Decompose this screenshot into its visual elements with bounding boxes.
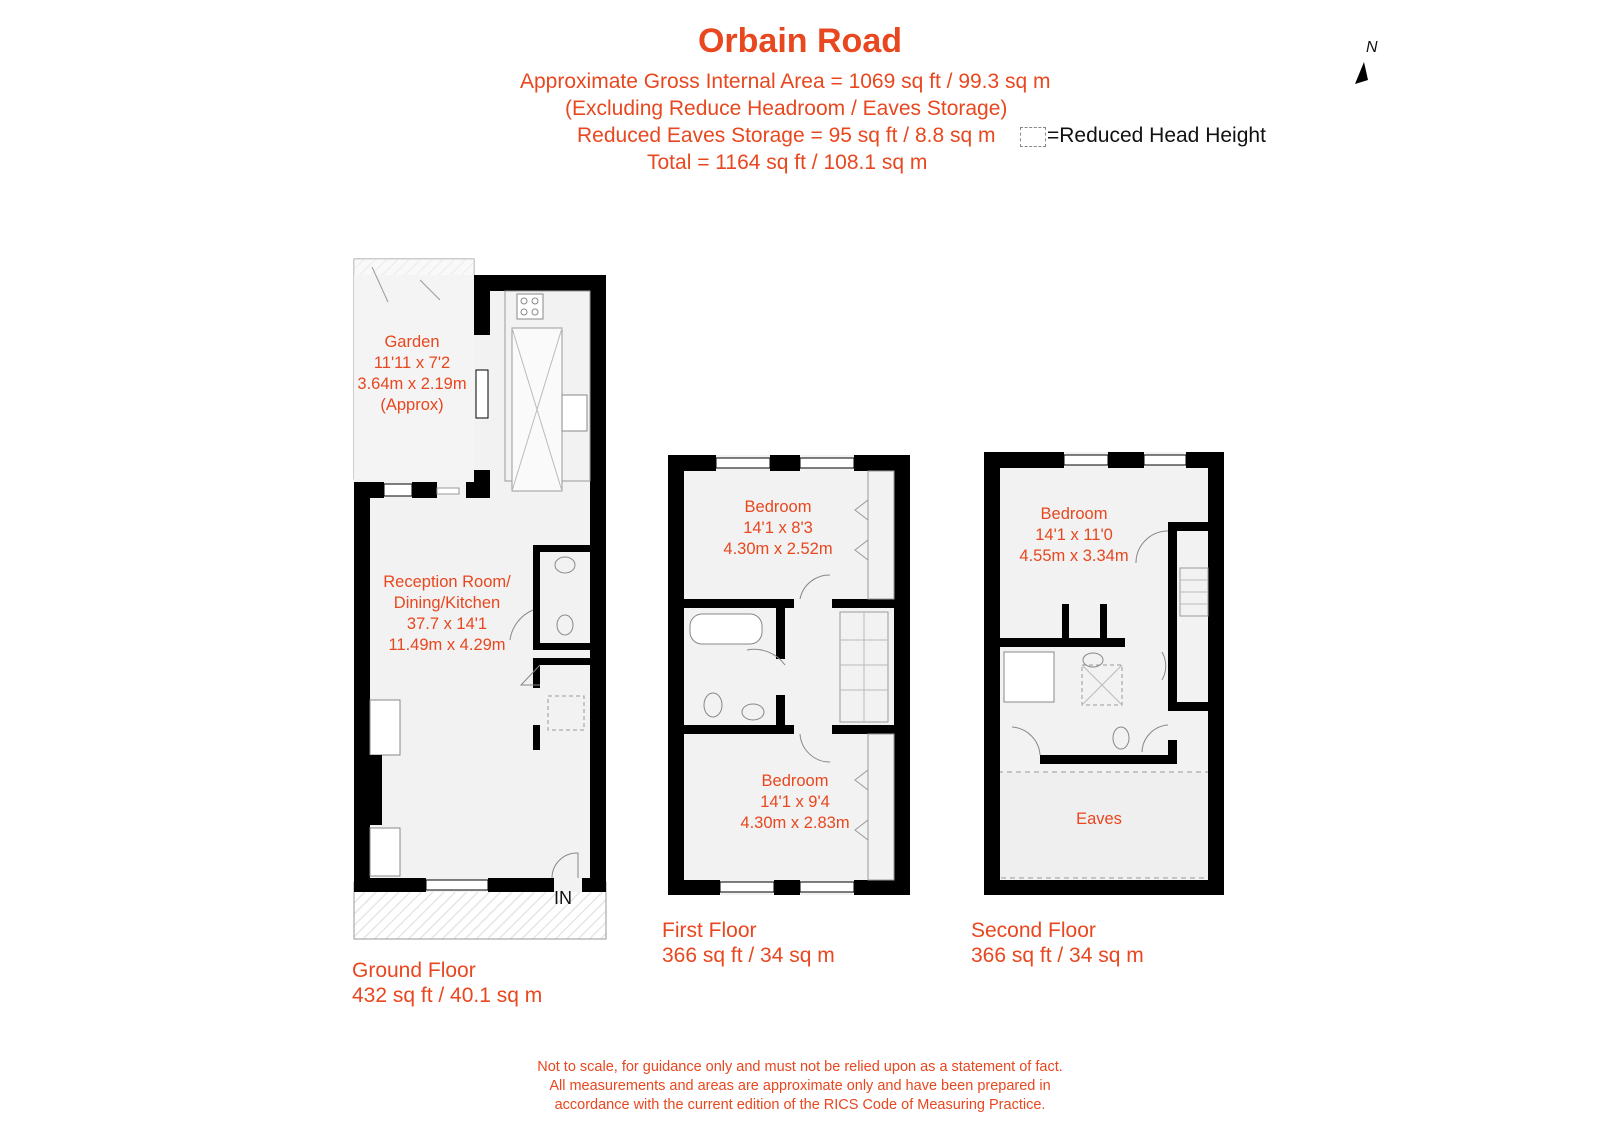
first-bedroom-bottom-line3: 4.30m x 2.83m	[740, 814, 850, 832]
disclaimer-line1: Not to scale, for guidance only and must not be relied upon as a statement of fact.	[537, 1059, 1063, 1075]
ground-floor-area: 432 sq ft / 40.1 sq m	[352, 984, 543, 1007]
first-floor-area: 366 sq ft / 34 sq m	[662, 944, 835, 967]
reception-label-line3: 37.7 x 14'1	[406, 615, 488, 633]
reception-label-line4: 11.49m x 4.29m	[388, 636, 506, 654]
total-area-text: Total = 1164 sq ft / 108.1 sq m	[647, 151, 928, 174]
reception-label-line1: Reception Room/	[383, 573, 511, 591]
disclaimer-line3: accordance with the current edition of the RICS Code of Measuring Practice.	[554, 1097, 1046, 1113]
first-bedroom-bottom-line1: Bedroom	[761, 772, 829, 790]
ground-floor-plan	[354, 259, 606, 939]
eaves-label: Eaves	[1076, 810, 1122, 828]
eaves-area-text: Reduced Eaves Storage = 95 sq ft / 8.8 sq m	[577, 124, 996, 147]
disclaimer-line2: All measurements and areas are approximate only and have been prepared in	[549, 1078, 1051, 1094]
north-label: N	[1366, 39, 1378, 56]
garden-label-line3: 3.64m x 2.19m	[357, 375, 467, 393]
first-bedroom-top-line2: 14'1 x 8'3	[743, 519, 813, 537]
ground-floor-name: Ground Floor	[352, 959, 476, 982]
plan-title: Orbain Road	[697, 22, 903, 60]
disclaimer	[0, 1058, 1600, 1115]
exclusion-note: (Excluding Reduce Headroom / Eaves Storage)	[565, 97, 1008, 120]
second-floor-plan	[984, 452, 1224, 895]
entrance-label: IN	[554, 888, 572, 908]
reduced-height-key-label: =Reduced Head Height	[1047, 124, 1266, 147]
first-floor-plan	[668, 455, 910, 895]
first-bedroom-top-line1: Bedroom	[744, 498, 812, 516]
second-bedroom-line3: 4.55m x 3.34m	[1019, 547, 1129, 565]
first-bedroom-top-line3: 4.30m x 2.52m	[723, 540, 833, 558]
second-floor-area: 366 sq ft / 34 sq m	[971, 944, 1144, 967]
first-floor-name: First Floor	[662, 919, 757, 942]
second-floor-name: Second Floor	[971, 919, 1096, 942]
second-bedroom-line2: 14'1 x 11'0	[1035, 526, 1113, 544]
reception-label-line2: Dining/Kitchen	[393, 594, 501, 612]
garden-label-line1: Garden	[384, 333, 440, 351]
second-bedroom-line1: Bedroom	[1040, 505, 1108, 523]
north-arrow-icon	[1355, 39, 1378, 84]
first-bedroom-bottom-line2: 14'1 x 9'4	[760, 793, 830, 811]
gross-area-text: Approximate Gross Internal Area = 1069 sq ft / 99.3 sq m	[520, 70, 1051, 93]
garden-label-line2: 11'11 x 7'2	[373, 354, 451, 372]
garden-label-line4: (Approx)	[380, 396, 444, 414]
